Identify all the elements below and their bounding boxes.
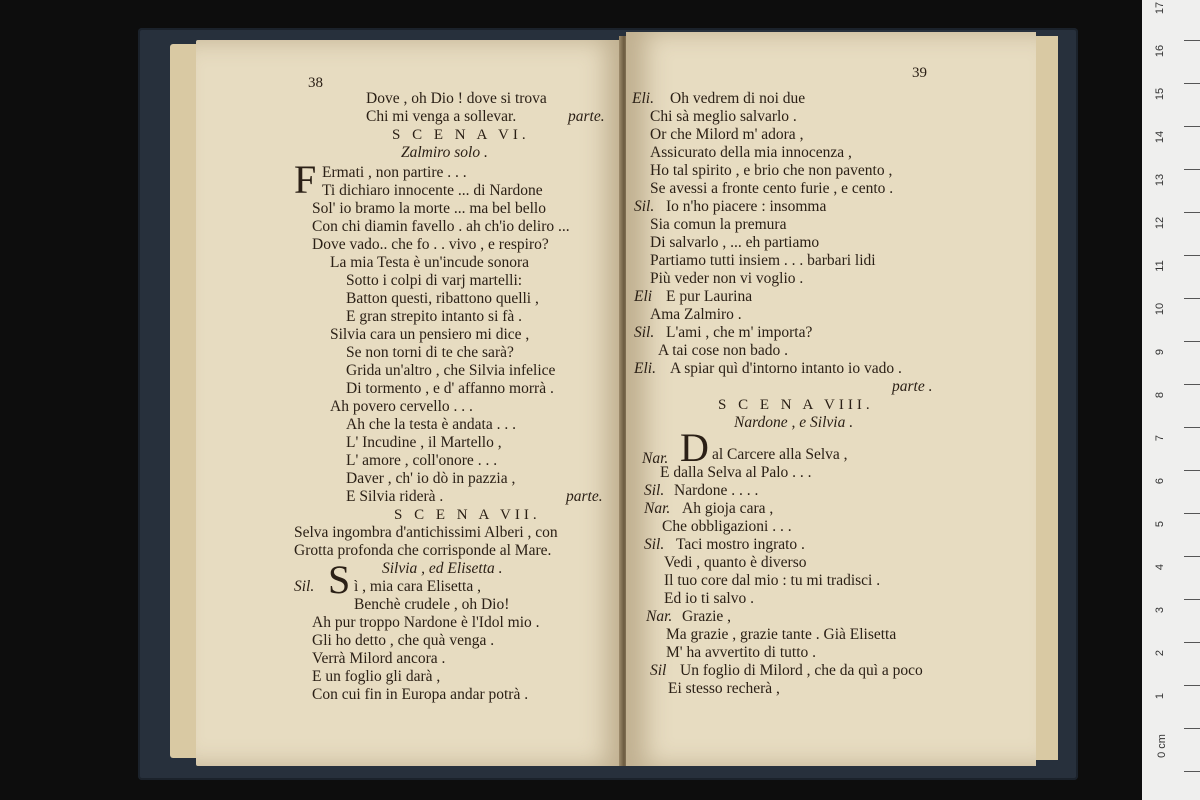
ruler-number: 8 (1154, 391, 1166, 399)
drop-cap: F (294, 157, 317, 202)
speaker-label: Nar. (642, 450, 669, 467)
text-line: Ah pur troppo Nardone è l'Idol mio . (312, 614, 540, 631)
ruler-number: 16 (1154, 44, 1166, 58)
ruler-tick (1184, 728, 1200, 729)
measuring-ruler (1142, 0, 1200, 800)
speaker-label: Eli. (634, 360, 656, 377)
text-line: A tai cose non bado . (658, 342, 789, 359)
scene-heading: S C E N A VI. (392, 127, 530, 143)
text-line: Ei stesso recherà , (668, 680, 780, 697)
stage-direction: parte . (892, 378, 933, 395)
text-line: Ed io ti salvo . (664, 590, 754, 607)
text-line: Di tormento , e d' affanno morrà . (346, 380, 554, 397)
right-page (626, 32, 1036, 766)
ruler-tick (1184, 126, 1200, 127)
speaker-label: Sil. (294, 578, 315, 595)
text-line: Con cui fin in Europa andar potrà . (312, 686, 529, 703)
ruler-number: 10 (1154, 302, 1166, 316)
ruler-tick (1184, 642, 1200, 643)
text-line: Ti dichiaro innocente ... di Nardone (322, 182, 543, 199)
text-line: Più veder non vi voglio . (650, 270, 804, 287)
left-page (196, 40, 624, 766)
text-line: Batton questi, ribattono quelli , (346, 290, 539, 307)
text-line: Grida un'altro , che Silvia infelice (346, 362, 556, 379)
ruler-tick (1184, 341, 1200, 342)
ruler-number: 11 (1154, 260, 1166, 272)
text-line: E dalla Selva al Palo . . . (660, 464, 812, 481)
text-line: Ma grazie , grazie tante . Già Elisetta (666, 626, 897, 643)
text-line: ì , mia cara Elisetta , (354, 578, 481, 595)
page-number: 39 (912, 65, 927, 81)
stage-direction: parte. (566, 488, 603, 505)
ruler-tick (1184, 599, 1200, 600)
scene-characters: Zalmiro solo . (401, 144, 488, 161)
text-line: M' ha avvertito di tutto . (666, 644, 817, 661)
text-line: Grazie , (682, 608, 732, 625)
text-line: Vedi , quanto è diverso (664, 554, 807, 571)
ruler-tick (1184, 384, 1200, 385)
text-line: Assicurato della mia innocenza , (650, 144, 852, 161)
text-line: Ama Zalmiro . (650, 306, 742, 323)
text-line: Ah gioja cara , (682, 500, 774, 517)
text-line: Nardone . . . . (674, 482, 759, 499)
scene-heading: S C E N A VII. (394, 507, 541, 523)
text-line: Daver , ch' io dò in pazzia , (346, 470, 516, 487)
text-line: Gli ho detto , che quà venga . (312, 632, 495, 649)
text-line: Ermati , non partire . . . (322, 164, 467, 181)
ruler-tick (1184, 771, 1200, 772)
text-line: Ho tal spirito , e brio che non pavento , (650, 162, 893, 179)
text-line: E gran strepito intanto si fà . (346, 308, 523, 325)
text-line: Un foglio di Milord , che da quì a poco (680, 662, 923, 679)
text-line: Se avessi a fronte cento furie , e cento . (650, 180, 894, 197)
ruler-tick (1184, 83, 1200, 84)
text-line: Io n'ho piacere : insomma (666, 198, 827, 215)
ruler-tick (1184, 212, 1200, 213)
stage-direction: parte. (568, 108, 605, 125)
ruler-tick (1184, 40, 1200, 41)
page-number: 38 (308, 75, 323, 91)
text-line: Or che Milord m' adora , (650, 126, 804, 143)
ruler-number: 1 (1154, 692, 1166, 700)
text-line: Che obbligazioni . . . (662, 518, 792, 535)
ruler-number: 6 (1154, 477, 1166, 485)
text-line: L' Incudine , il Martello , (346, 434, 502, 451)
text-line: A spiar quì d'intorno intanto io vado . (670, 360, 902, 377)
ruler-number: 5 (1154, 520, 1166, 528)
speaker-label: Nar. (644, 500, 671, 517)
speaker-label: Sil. (644, 536, 665, 553)
drop-cap: D (680, 425, 709, 470)
speaker-label: Eli (634, 288, 653, 305)
ruler-number: 17 (1154, 1, 1166, 15)
ruler-tick (1184, 470, 1200, 471)
text-line: Dove vado.. che fo . . vivo , e respiro? (312, 236, 549, 253)
ruler-number: 2 (1154, 649, 1166, 657)
speaker-label: Sil. (634, 198, 655, 215)
ruler-tick (1184, 169, 1200, 170)
text-line: Se non torni di te che sarà? (346, 344, 514, 361)
speaker-label: Sil (650, 662, 667, 679)
ruler-number: 14 (1154, 130, 1166, 144)
drop-cap: S (328, 557, 351, 602)
speaker-label: Sil. (634, 324, 655, 341)
text-line: E pur Laurina (666, 288, 753, 305)
speaker-label: Eli. (632, 90, 654, 107)
scene-heading: S C E N A VIII. (718, 397, 874, 413)
text-line: Benchè crudele , oh Dio! (354, 596, 510, 613)
text-line: Partiamo tutti insiem . . . barbari lidi (650, 252, 876, 269)
text-line: L'ami , che m' importa? (666, 324, 813, 341)
text-line: Selva ingombra d'antichissimi Alberi , con (294, 524, 558, 541)
ruler-tick (1184, 255, 1200, 256)
text-line: Con chi diamin favello . ah ch'io deliro ... (312, 218, 570, 235)
text-line: Oh vedrem di noi due (670, 90, 806, 107)
text-line: Ah povero cervello . . . (330, 398, 473, 415)
text-line: al Carcere alla Selva , (712, 446, 848, 463)
text-line: Sol' io bramo la morte ... ma bel bello (312, 200, 546, 217)
text-line: Di salvarlo , ... eh partiamo (650, 234, 820, 251)
scene-characters: Nardone , e Silvia . (734, 414, 854, 431)
text-line: Sia comun la premura (650, 216, 787, 233)
text-line: Il tuo core dal mio : tu mi tradisci . (664, 572, 881, 589)
text-line: Dove , oh Dio ! dove si trova (366, 90, 547, 107)
ruler-tick (1184, 556, 1200, 557)
ruler-tick (1184, 685, 1200, 686)
text-line: Chi sà meglio salvarlo . (650, 108, 797, 125)
text-line: Taci mostro ingrato . (676, 536, 805, 553)
text-line: E Silvia riderà . (346, 488, 444, 505)
ruler-number: 12 (1154, 216, 1166, 230)
ruler-tick (1184, 298, 1200, 299)
text-line: Silvia cara un pensiero mi dice , (330, 326, 530, 343)
text-line: L' amore , coll'onore . . . (346, 452, 498, 469)
ruler-number: 13 (1154, 173, 1166, 187)
ruler-number: 3 (1154, 606, 1166, 614)
ruler-number: 15 (1154, 87, 1166, 101)
ruler-tick (1184, 427, 1200, 428)
text-line: E un foglio gli darà , (312, 668, 441, 685)
speaker-label: Sil. (644, 482, 665, 499)
text-line: Ah che la testa è andata . . . (346, 416, 516, 433)
ruler-tick (1184, 513, 1200, 514)
text-line: Chi mi venga a sollevar. (366, 108, 517, 125)
ruler-number: 9 (1154, 348, 1166, 356)
scene-characters: Silvia , ed Elisetta . (382, 560, 503, 577)
text-line: Verrà Milord ancora . (312, 650, 446, 667)
ruler-number: 7 (1154, 434, 1166, 442)
speaker-label: Nar. (646, 608, 673, 625)
text-line: Grotta profonda che corrisponde al Mare. (294, 542, 552, 559)
text-line: Sotto i colpi di varj martelli: (346, 272, 523, 289)
text-line: La mia Testa è un'incude sonora (330, 254, 529, 271)
ruler-number: 0 cm (1156, 734, 1168, 758)
ruler-number: 4 (1154, 563, 1166, 571)
